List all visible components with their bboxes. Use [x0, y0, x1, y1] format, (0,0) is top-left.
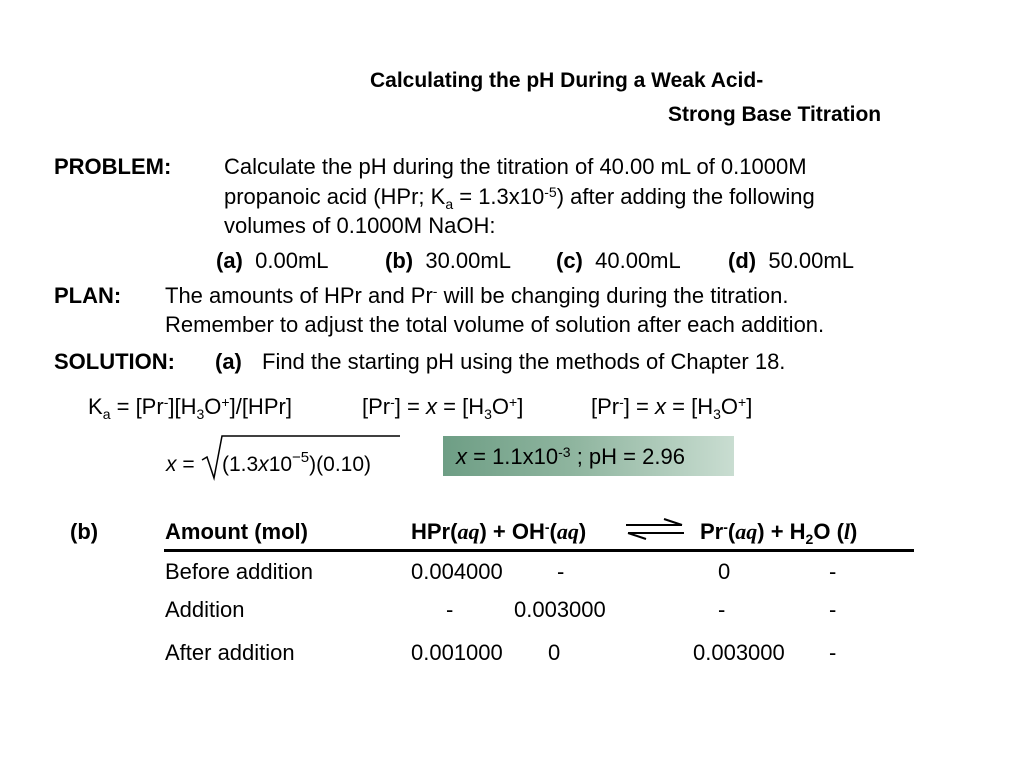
- row-after-h2o: -: [829, 640, 837, 665]
- option-a: (a) 0.00mL: [216, 248, 329, 273]
- row-before-label: Before addition: [165, 559, 313, 584]
- ka-expression: $K_a = [Pr^-][H_3O^+]/[HPr]$: [88, 394, 292, 422]
- solution-text: Find the starting pH using the methods of Chapter 18.: [262, 349, 786, 374]
- plan-label: PLAN:: [54, 283, 122, 308]
- sqrt-lhs: x =: [166, 453, 195, 476]
- row-addition-hpr: -: [446, 597, 454, 622]
- row-before-pr: 0: [718, 559, 731, 584]
- reaction-arrow-icon: [624, 518, 686, 540]
- answer-text: $x = 1.1x10^{-3}$ ; pH = 2.96: [456, 444, 685, 469]
- amount-header: Amount (mol): [165, 519, 308, 544]
- row-addition-oh: 0.003000: [514, 597, 606, 622]
- plan-line1: The amounts of HPr and Pr- will be changing during the titration.: [165, 283, 789, 308]
- option-c: (c) 40.00mL: [556, 248, 681, 273]
- sqrt-radicand: $(1.3x10^{-5})(0.10)$: [222, 449, 372, 476]
- row-addition-label: Addition: [165, 597, 245, 622]
- row-addition-h2o: -: [829, 597, 837, 622]
- plan-line2: Remember to adjust the total volume of solution after each addition.: [165, 312, 825, 337]
- products-header: $Pr^-(aq) + H_2O$ (l): [700, 519, 858, 547]
- row-before-hpr: 0.004000: [411, 559, 503, 584]
- row-after-pr: 0.003000: [693, 640, 785, 665]
- table-header-rule: [164, 549, 914, 552]
- row-addition-pr: -: [718, 597, 726, 622]
- problem-line2: propanoic acid (HPr; $K_a = 1.3x10^{-5}$) after adding the following: [224, 184, 815, 212]
- option-d: (d) 50.00mL: [728, 248, 854, 273]
- part-b-label: (b): [70, 519, 99, 544]
- slide-title-line1: Calculating the pH During a Weak Acid-: [370, 69, 764, 92]
- slide-title-line2: Strong Base Titration: [668, 103, 882, 126]
- solution-label: SOLUTION:: [54, 349, 175, 374]
- row-after-oh: 0: [548, 640, 561, 665]
- pr-equals-x-1: $[Pr^-] = x = [H_3O^+]$: [362, 394, 524, 422]
- row-before-oh: -: [557, 559, 565, 584]
- problem-label: PROBLEM:: [54, 154, 172, 179]
- solution-part-a: (a): [215, 349, 242, 374]
- option-b: (b) 30.00mL: [385, 248, 511, 273]
- pr-equals-x-2: $[Pr^-] = x = [H_3O^+]$: [591, 394, 753, 422]
- row-after-label: After addition: [165, 640, 295, 665]
- row-before-h2o: -: [829, 559, 837, 584]
- problem-line3: volumes of 0.1000M NaOH:: [224, 213, 496, 238]
- row-after-hpr: 0.001000: [411, 640, 503, 665]
- reactants-header: HPr(aq) + OH-(aq): [411, 519, 587, 544]
- problem-line1: Calculate the pH during the titration of 40.00 mL of 0.1000M: [224, 154, 807, 179]
